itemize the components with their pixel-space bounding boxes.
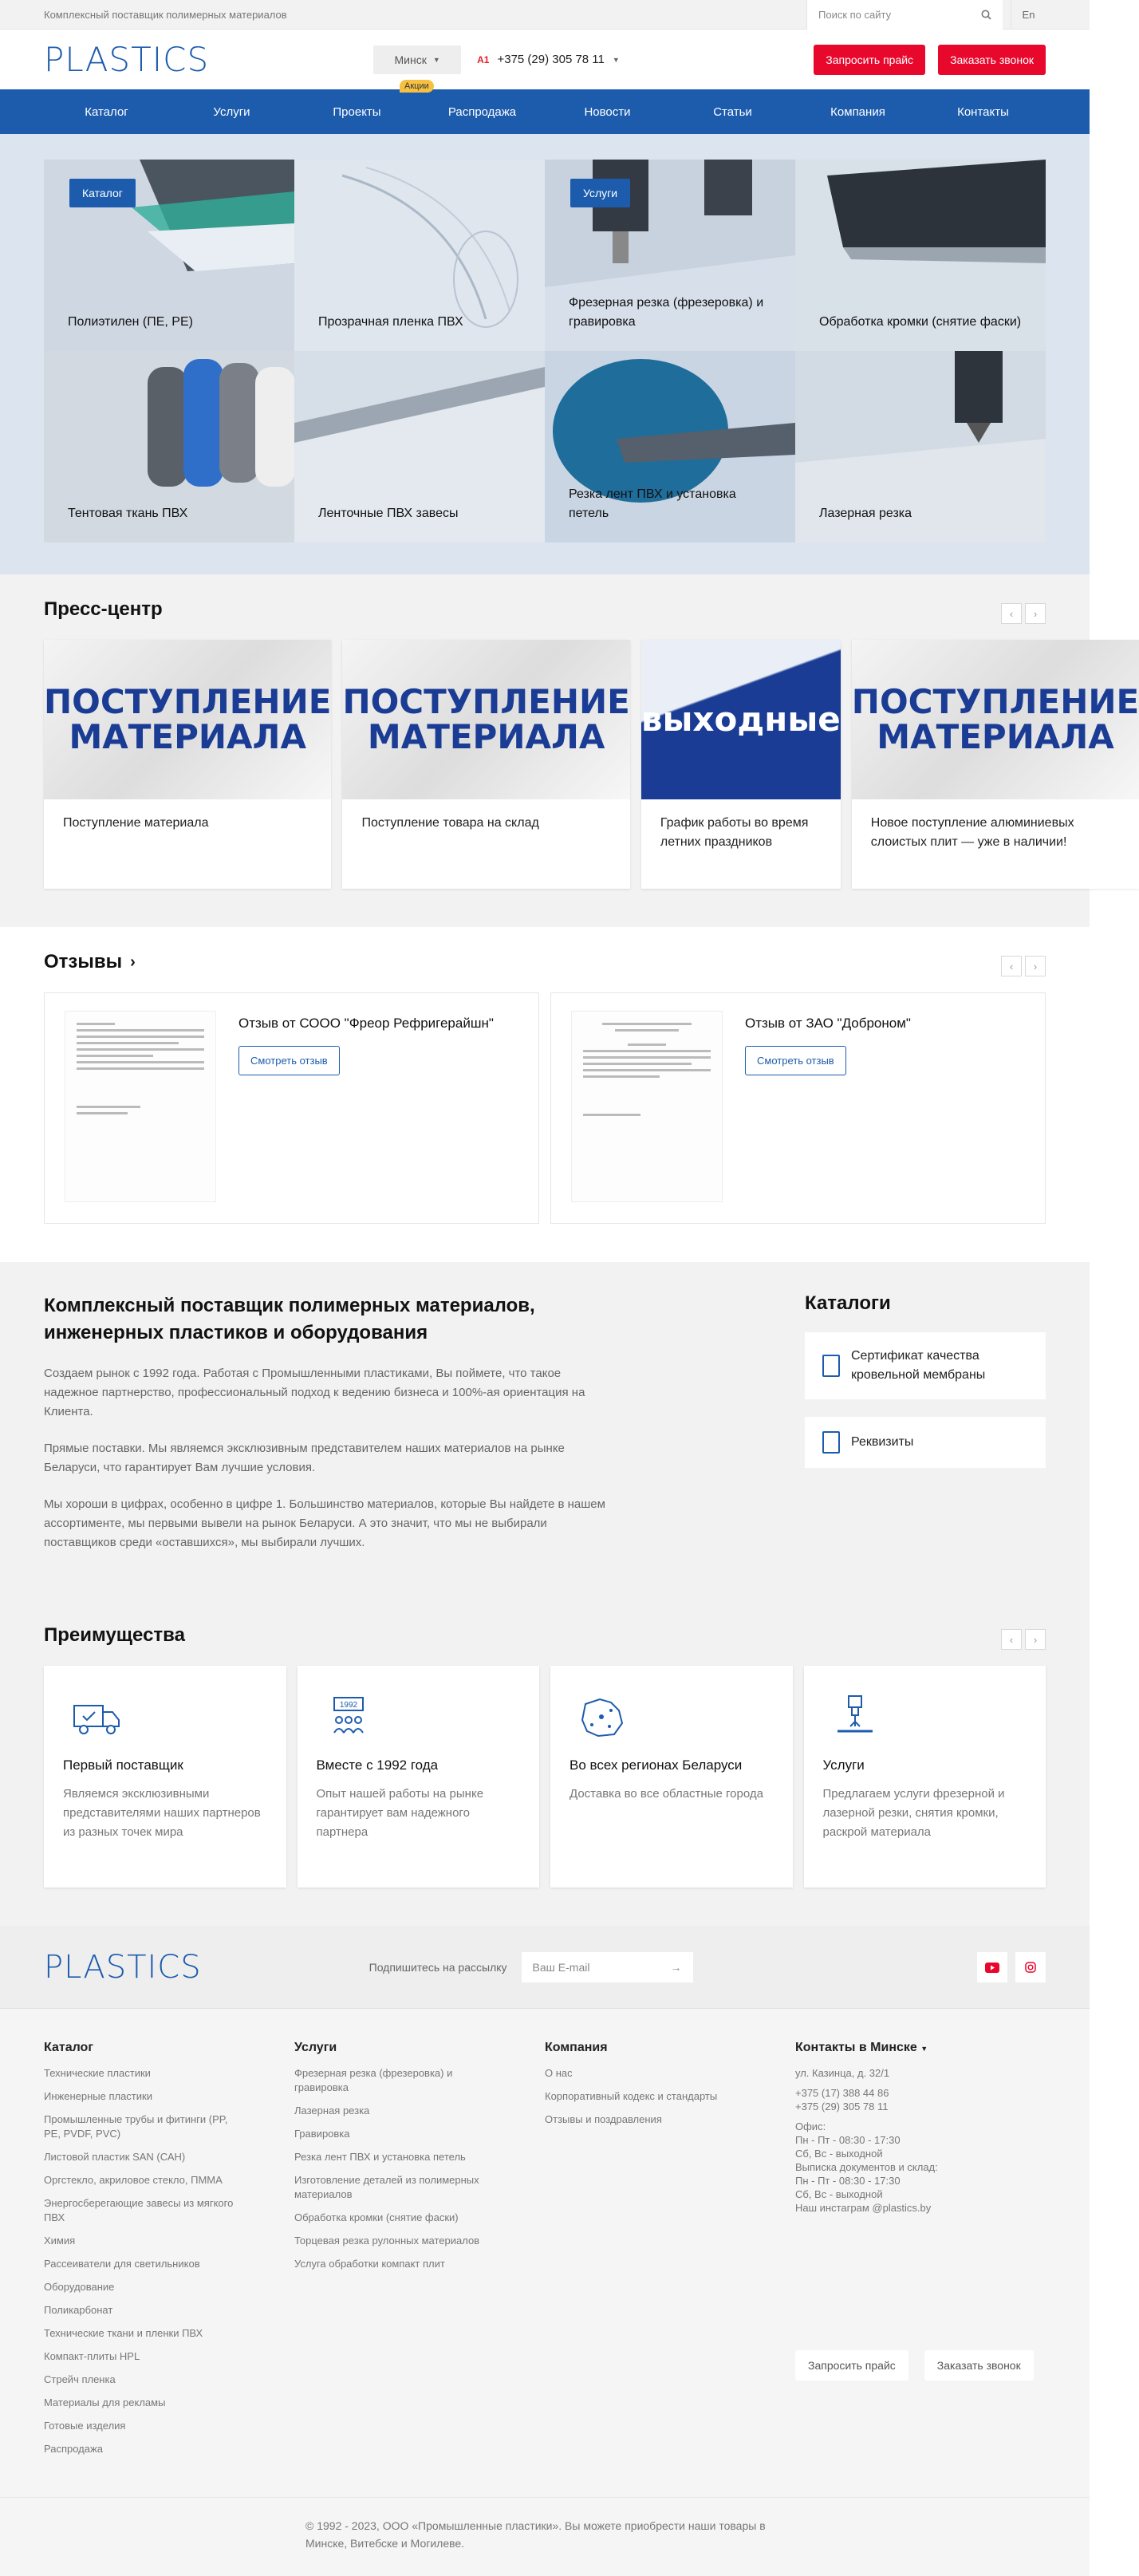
about-section [0,1262,1090,1597]
tile-label: Полиэтилен (ПЕ, РЕ) [68,315,193,329]
hours: Сб, Вс - выходной [795,2148,883,2160]
catalog-name: Сертификат качества кровельной мембраны [851,1349,986,1382]
tile-pvc-film[interactable] [294,160,545,351]
copyright-bar [0,2497,1090,2576]
footer-link[interactable]: Обработка кромки (снятие фаски) [294,2211,459,2223]
services-tag[interactable]: Услуги [570,179,630,207]
advantages-section [0,1597,1090,1926]
chevron-down-icon: ▼ [612,55,620,64]
header [0,30,1090,89]
search-icon[interactable] [981,10,991,20]
view-review-button[interactable]: Смотреть отзыв [238,1046,340,1075]
email-input[interactable] [522,1952,693,1982]
next-arrow-icon[interactable]: › [1025,956,1046,976]
press-card-title: График работы во время летних праздников [660,816,809,849]
team-icon [317,1693,380,1742]
advantage-card [44,1666,286,1888]
advantage-card [550,1666,793,1888]
footer-col-title[interactable]: Компания [545,2041,608,2054]
hero-section [0,134,1090,574]
nav-projects-label: Проекты [333,105,381,119]
pdf-icon [822,1431,840,1454]
press-center-section [0,574,1139,927]
youtube-icon[interactable] [977,1952,1007,1982]
hours: Пн - Пт - 08:30 - 17:30 [795,2175,901,2187]
footer-link[interactable]: Технические ткани и пленки ПВХ [44,2327,203,2339]
tile-pvc-strip-cutting[interactable] [545,351,795,542]
press-image: ПОСТУПЛЕНИЕ МАТЕРИАЛА [342,640,629,799]
footer-link[interactable]: Услуга обработки компакт плит [294,2258,445,2270]
operator-icon: A1 [477,53,490,65]
advantage-text: Доставка во все областные города [570,1787,763,1801]
order-call-button[interactable]: Заказать звонок [938,45,1046,75]
nav-projects[interactable] [294,81,429,134]
advantage-text: Опыт нашей работы на рынке гарантирует вам надежного партнера [316,1787,484,1839]
instagram-icon[interactable] [1015,1952,1046,1982]
tile-label: Тентовая ткань ПВХ [68,507,188,520]
advantage-text: Являемся эксклюзивными представителями наших партнеров из разных точек мира [63,1787,261,1839]
advantage-title: Вместе с 1992 года [316,1757,439,1773]
footer-col-title[interactable]: Каталог [44,2041,93,2054]
prev-arrow-icon[interactable]: ‹ [1001,956,1022,976]
docs-label: Выписка документов и склад: [795,2161,938,2173]
footer-services-col [294,2041,545,2465]
hours: Пн - Пт - 08:30 - 17:30 [795,2134,901,2146]
press-card[interactable] [44,640,331,889]
tile-label: Фрезерная резка (фрезеровка) и гравировка [569,296,764,329]
contacts-title: Контакты в Минске [795,2041,917,2054]
nav-company[interactable]: Компания [830,105,885,119]
footer-link[interactable]: Торцевая резка рулонных материалов [294,2235,480,2247]
tile-edge-processing[interactable] [795,160,1046,351]
phone-number: +375 (29) 305 78 11 [497,53,605,66]
footer-contacts-col [795,2041,1046,2465]
phone-dropdown[interactable] [477,53,620,66]
review-card [44,992,539,1224]
footer-link[interactable]: Оборудование [44,2281,115,2293]
tile-label: Ленточные ПВХ завесы [318,507,459,520]
nav-sale[interactable]: Распродажа [447,105,517,119]
top-bar [0,0,1090,30]
nav-news[interactable]: Новости [584,105,631,119]
catalog-tag[interactable]: Каталог [69,179,136,207]
advantage-title: Во всех регионах Беларуси [570,1757,743,1773]
carousel-arrows [1001,603,1046,624]
hours: Сб, Вс - выходной [795,2188,883,2200]
pdf-icon [822,1355,840,1377]
chevron-right-icon: › [130,953,136,971]
nav-services[interactable]: Услуги [213,105,250,119]
press-image: выходные [641,640,841,799]
review-document-image[interactable] [65,1011,216,1202]
tile-milling[interactable] [545,160,795,351]
press-card[interactable] [641,640,841,889]
tile-label: Резка лент ПВХ и установка петель [569,487,736,520]
nav-articles[interactable]: Статьи [713,105,752,119]
footer-link[interactable]: Резка лент ПВХ и установка петель [294,2151,466,2163]
order-call-button[interactable]: Заказать звонок [924,2350,1034,2381]
footer-link[interactable]: Стрейч пленка [44,2373,116,2385]
carousel-arrows [1001,1629,1046,1650]
promo-badge[interactable]: Акции [400,80,434,93]
phone-link[interactable]: +375 (17) 388 44 86 [795,2087,889,2099]
footer-top [0,1926,1090,2009]
advantage-text: Предлагаем услуги фрезерной и лазерной резки, снятия кромки, раскрой материала [822,1787,1005,1839]
carousel-arrows [1001,956,1046,976]
footer-link[interactable]: Лазерная резка [294,2105,370,2116]
catalog-download[interactable] [805,1332,1046,1399]
review-title: Отзыв от СООО "Фреор Рефригерайшн" [238,1016,494,1031]
chevron-down-icon: ▼ [920,2045,928,2053]
press-card-title: Поступление материала [63,816,209,830]
instagram-link[interactable]: Наш инстаграм @plastics.by [795,2202,932,2214]
chevron-down-icon: ▼ [432,55,440,64]
footer-link[interactable]: Готовые изделия [44,2420,126,2432]
nav-contacts[interactable]: Контакты [957,105,1009,119]
press-card[interactable] [342,640,629,889]
tile-label: Обработка кромки (снятие фаски) [819,315,1022,329]
main-nav [0,81,1090,134]
office-label: Офис: [795,2120,826,2132]
nav-catalog[interactable]: Каталог [85,105,128,119]
section-title: Пресс-центр [44,598,163,620]
footer-link[interactable]: Компакт-плиты HPL [44,2350,140,2362]
press-image: ПОСТУПЛЕНИЕ МАТЕРИАЛА [44,640,331,799]
footer-link[interactable]: Энергосберегающие завесы из мягкого ПВХ [44,2197,234,2223]
review-card [550,992,1046,1224]
section-title: Преимущества [44,1624,185,1646]
truck-icon [63,1693,127,1742]
advantage-card [298,1666,540,1888]
footer-link[interactable]: Отзывы и поздравления [545,2113,662,2125]
search-input[interactable] [806,0,1003,30]
footer-logo[interactable]: PLASTICS [44,1949,202,1986]
tile-label: Прозрачная пленка ПВХ [318,315,463,329]
reviews-section [0,927,1090,1262]
advantage-title: Услуги [822,1757,865,1773]
next-arrow-icon[interactable]: › [1025,1629,1046,1650]
press-image: ПОСТУПЛЕНИЕ МАТЕРИАЛА [852,640,1139,799]
city-select[interactable] [373,45,461,74]
phone-link[interactable]: +375 (29) 305 78 11 [795,2101,889,2112]
footer-link[interactable]: Химия [44,2235,76,2247]
tile-pvc-curtains[interactable] [294,351,545,542]
footer-link[interactable]: Листовой пластик SAN (САН) [44,2151,186,2163]
about-paragraph: Прямые поставки. Мы являемся эксклюзивным представителем наших материалов на рынке Беларуси, что гарантирует Вам лучшие условия. [44,1442,565,1474]
request-price-button[interactable]: Запросить прайс [795,2350,908,2381]
footer-link[interactable]: Оргстекло, акриловое стекло, ПММА [44,2174,223,2186]
copyright-text: © 1992 - 2023, ООО «Промышленные пластики». Вы можете приобрести наши товары в Минске, Витебске и Могилеве. [305,2519,766,2550]
press-card[interactable] [852,640,1139,889]
city-label: Минск [394,53,427,66]
footer-catalog-col [44,2041,294,2465]
press-card-title: Новое поступление алюминиевых слоистых плит — уже в наличии! [870,816,1074,849]
footer-link[interactable]: Технические пластики [44,2067,151,2079]
view-review-button[interactable]: Смотреть отзыв [745,1046,846,1075]
footer-link[interactable]: О нас [545,2067,573,2079]
tile-laser-cutting[interactable] [795,351,1046,542]
tile-label: Лазерная резка [819,507,912,520]
section-title[interactable] [44,951,1046,973]
footer-link[interactable]: Распродажа [44,2443,103,2455]
reviews-title: Отзывы [44,951,123,972]
prev-arrow-icon[interactable]: ‹ [1001,603,1022,624]
footer-link[interactable]: Рассеиватели для светильников [44,2258,200,2270]
footer-link[interactable]: Поликарбонат [44,2304,113,2316]
prev-arrow-icon[interactable]: ‹ [1001,1629,1022,1650]
review-title: Отзыв от ЗАО "Доброном" [745,1016,911,1031]
year-label: 1992 [339,1701,357,1710]
footer-col-title[interactable]: Услуги [294,2041,337,2054]
footer-link[interactable]: Гравировка [294,2128,350,2140]
catalog-name: Реквизиты [851,1435,914,1449]
review-document-image[interactable] [571,1011,723,1202]
footer-col-title[interactable] [795,2041,1046,2055]
subscribe-label: Подпишитесь на рассылку [368,1961,507,1974]
next-arrow-icon[interactable]: › [1025,603,1046,624]
about-paragraph: Создаем рынок с 1992 года. Работая с Промышленными пластиками, Вы поймете, что такое надежное партнерство, профессиональный подход к ведению бизнеса и 100%-ая ориентация на Клиента. [44,1367,585,1418]
catalog-download[interactable] [805,1417,1046,1468]
press-card-title: Поступление товара на склад [361,816,539,830]
email-placeholder: Ваш E-mail [532,1961,590,1974]
laser-cutter-icon [823,1693,887,1742]
footer-link[interactable]: Изготовление деталей из полимерных материалов [294,2174,479,2200]
about-title: Комплексный поставщик полимерных материалов, инженерных пластиков и оборудования [44,1295,535,1343]
footer-link[interactable]: Промышленные трубы и фитинги (PP, PE, PVDF, PVC) [44,2113,228,2140]
about-paragraph: Мы хороши в цифрах, особенно в цифре 1. Большинство материалов, которые Вы найдете в нашем ассортименте, мы первыми вывели на рынок Беларуси. А это значит, что мы не выбирали поставщиков среди «оставшихся», мы выбирали лучших. [44,1497,605,1549]
footer-link[interactable]: Фрезерная резка (фрезеровка) и гравировка [294,2067,453,2093]
footer-link[interactable]: Материалы для рекламы [44,2397,166,2408]
footer-link[interactable]: Инженерные пластики [44,2090,152,2102]
language-switch[interactable]: En [1011,0,1046,30]
footer-company-col [545,2041,795,2465]
footer-link[interactable]: Корпоративный кодекс и стандарты [545,2090,718,2102]
footer-body [0,2009,1090,2497]
arrow-right-icon[interactable]: → [670,1961,682,1974]
tagline: Комплексный поставщик полимерных материалов [44,9,287,21]
tile-tent-fabric[interactable] [44,351,294,542]
search-placeholder: Поиск по сайту [818,9,892,21]
belarus-map-icon [570,1693,633,1742]
address: ул. Казинца, д. 32/1 [795,2067,890,2079]
advantage-card [804,1666,1046,1888]
request-price-button[interactable]: Запросить прайс [814,45,925,75]
advantage-title: Первый поставщик [63,1757,183,1773]
catalogs-title: Каталоги [805,1292,891,1314]
tile-polyethylene[interactable] [44,160,294,351]
logo[interactable]: PLASTICS [44,40,210,79]
